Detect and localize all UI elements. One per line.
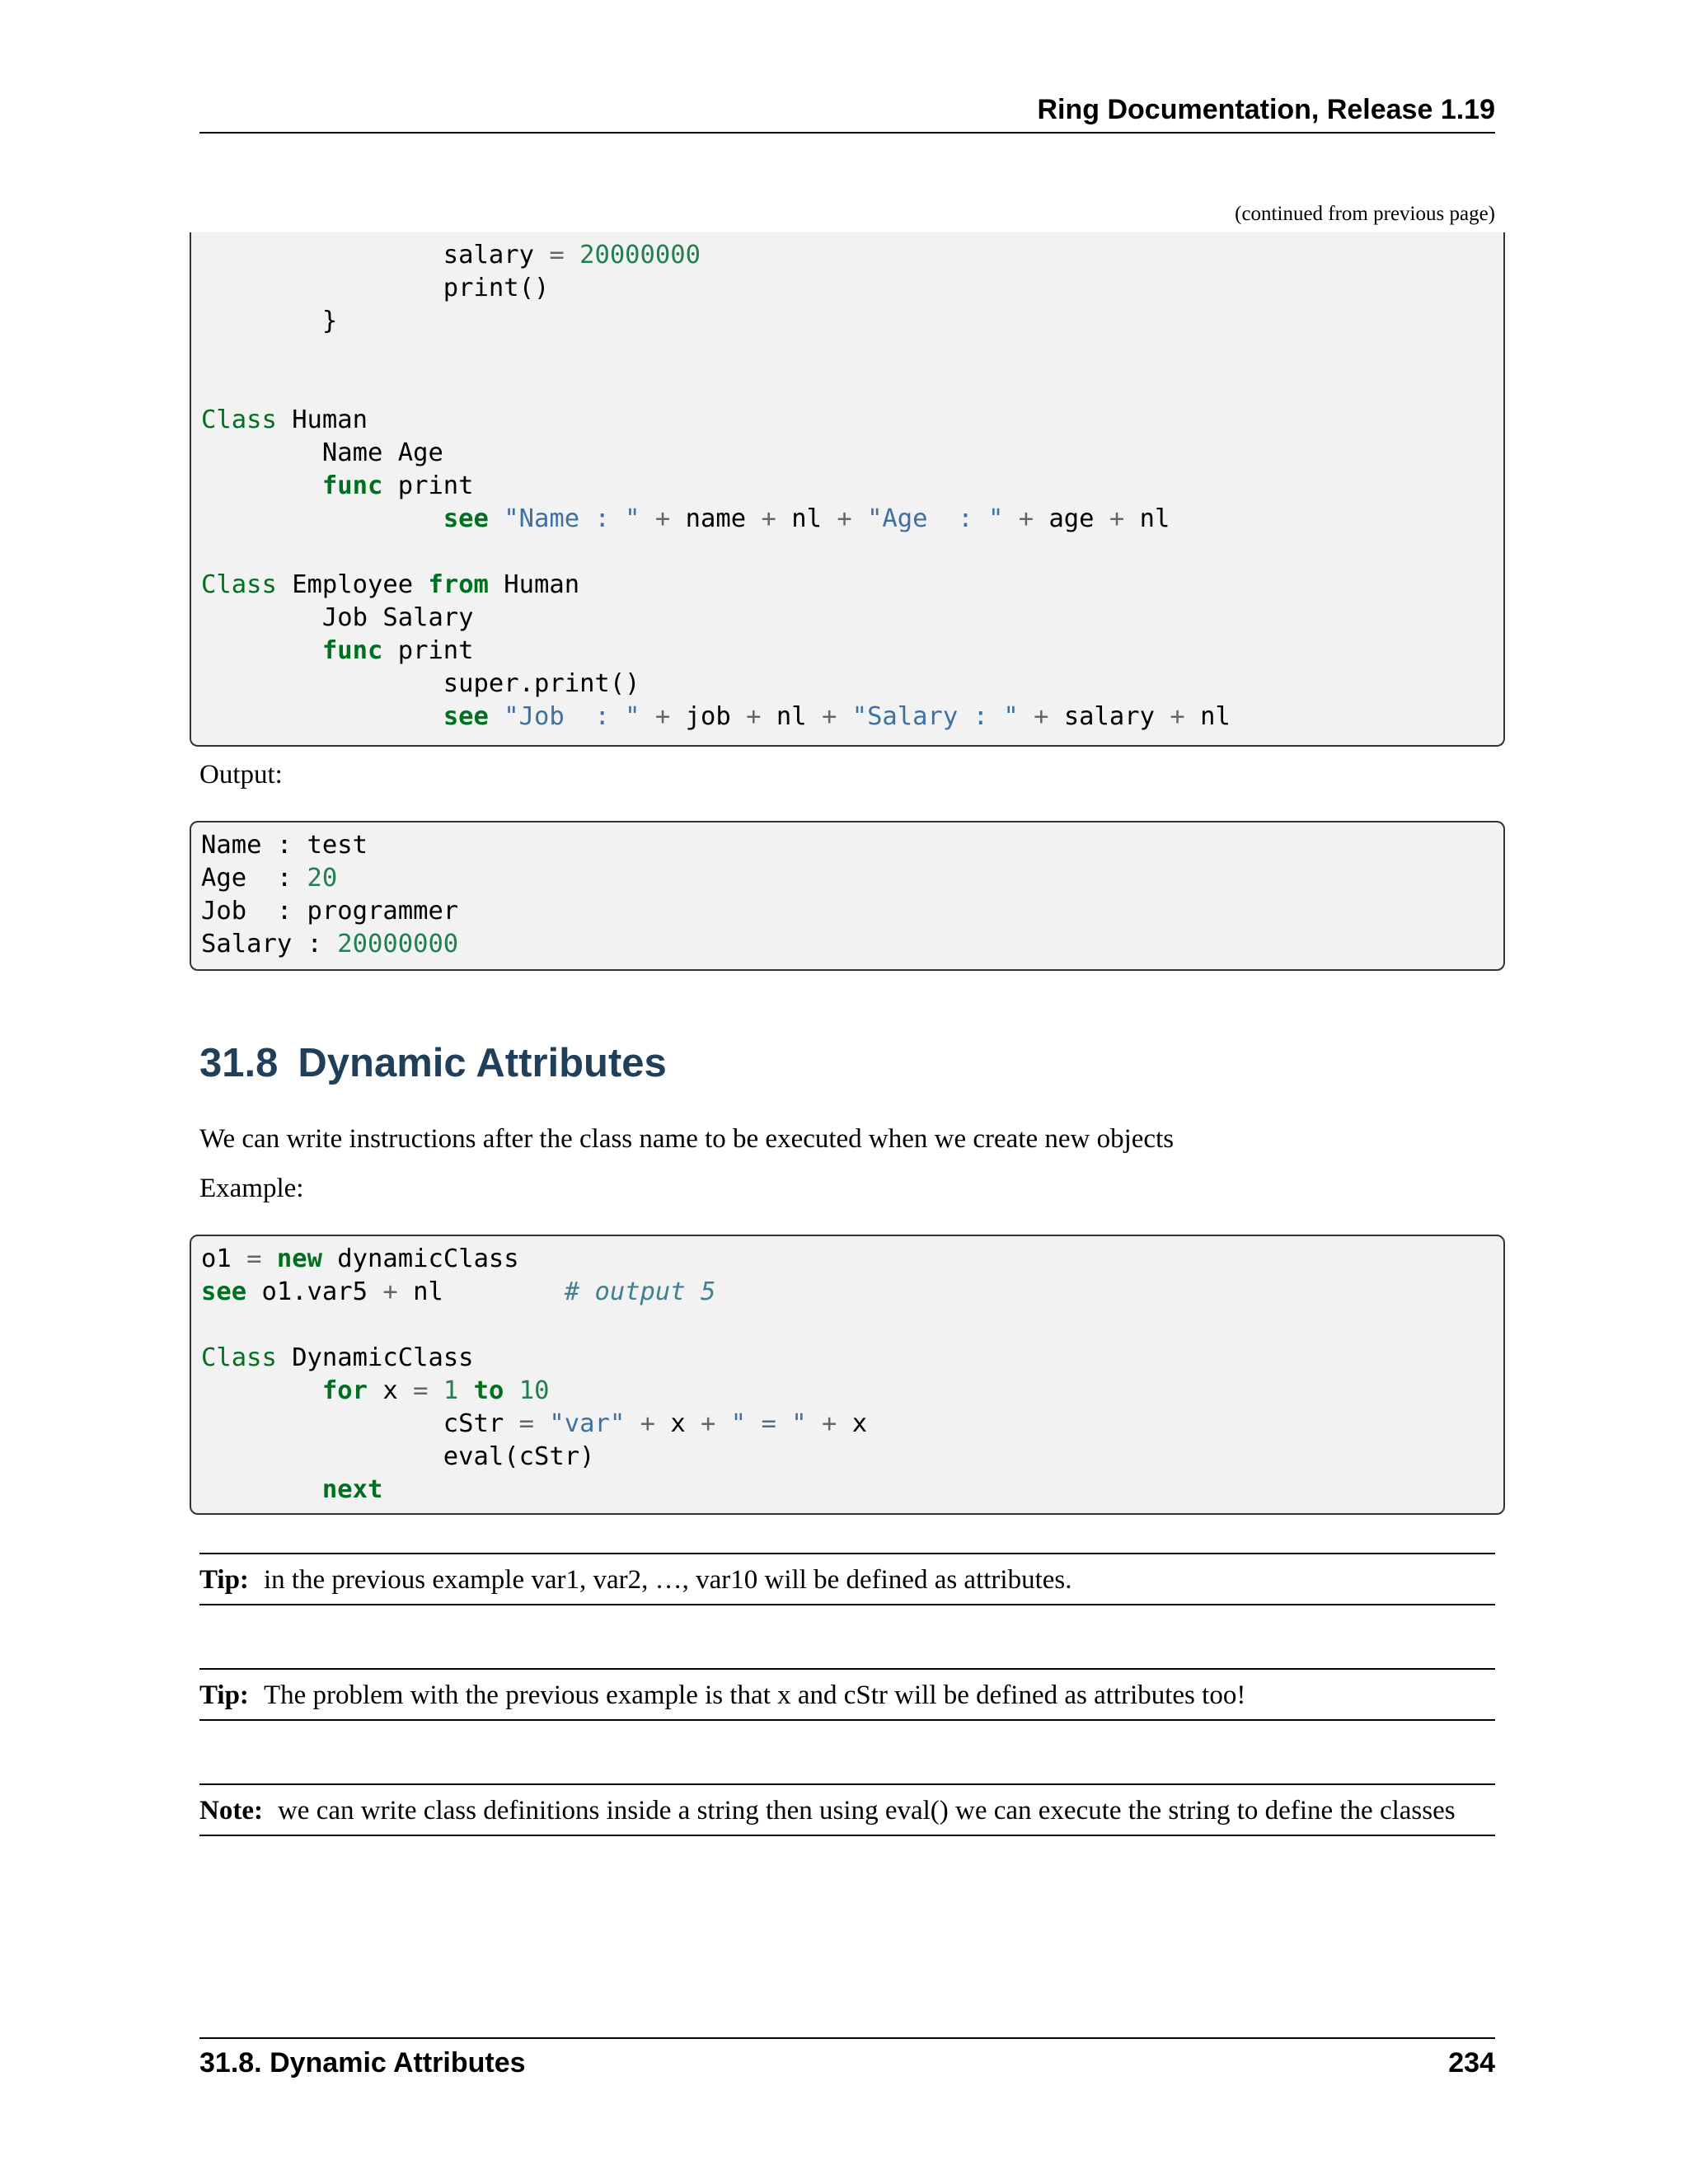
code-block-continued xyxy=(190,232,1505,747)
code-line: Age : 20 xyxy=(201,864,338,893)
code-line: Class Human xyxy=(201,405,368,434)
code-line: print() xyxy=(201,274,550,302)
code-line: Job : programmer xyxy=(201,897,459,926)
tip-label: Tip: xyxy=(199,1565,249,1595)
code-line: Class Employee from Human xyxy=(201,570,580,599)
code-line: next xyxy=(321,1475,383,1504)
tip-label: Tip: xyxy=(199,1680,249,1710)
code-line: eval(cStr) xyxy=(201,1442,595,1471)
note-text: we can write class definitions inside a string then using eval() we can execute the string to define the classes xyxy=(277,1796,1456,1825)
code-line: Name : test xyxy=(201,831,368,860)
example-label: Example: xyxy=(199,1174,304,1203)
code-line: o1 = new dynamicClass xyxy=(201,1244,519,1273)
code-line: Name Age xyxy=(201,438,443,467)
code-line: salary = 20000000 xyxy=(201,241,701,269)
section-title: Dynamic Attributes xyxy=(298,1041,667,1085)
page-header: Ring Documentation, Release 1.19 xyxy=(199,89,1495,134)
page-number: 234 xyxy=(1448,2047,1495,2079)
code-line: for x = 1 to 10 xyxy=(321,1376,550,1405)
code-line: see o1.var5 + nl # output 5 xyxy=(201,1277,716,1306)
code-example-text xyxy=(191,1236,1503,1507)
code-line: super.print() xyxy=(201,669,640,698)
code-line: func print xyxy=(321,636,474,665)
code-line: see "Job : " + job + nl + "Salary : " + salary + nl xyxy=(443,702,1231,731)
page-footer xyxy=(199,2037,1495,2082)
code-line: func print xyxy=(321,471,474,500)
code-line: Job Salary xyxy=(201,603,474,632)
section-heading xyxy=(199,1038,667,1088)
code-line: cStr = "var" + x + " = " + x xyxy=(201,1409,868,1438)
tip-box-2 xyxy=(199,1668,1495,1721)
tip-box-1 xyxy=(199,1553,1495,1605)
continued-note: (continued from previous page) xyxy=(1235,203,1495,225)
code-line: } xyxy=(201,307,338,335)
code-continued-text xyxy=(191,232,1503,733)
section-number: 31.8 xyxy=(199,1041,279,1085)
output-label: Output: xyxy=(199,760,283,790)
code-block-output xyxy=(190,821,1505,971)
note-label: Note: xyxy=(199,1796,263,1825)
footer-section: 31.8. Dynamic Attributes xyxy=(199,2047,526,2079)
code-output-text xyxy=(191,823,1503,961)
code-block-example xyxy=(190,1235,1505,1515)
code-line: Salary : 20000000 xyxy=(201,930,459,958)
intro-paragraph: We can write instructions after the class name to be executed when we create new objects xyxy=(199,1124,1175,1154)
code-line: see "Name : " + name + nl + "Age : " + age + nl xyxy=(443,504,1170,533)
tip-text: The problem with the previous example is that x and cStr will be defined as attributes too! xyxy=(263,1680,1246,1710)
tip-text: in the previous example var1, var2, …, var10 will be defined as attributes. xyxy=(263,1565,1072,1595)
note-box xyxy=(199,1783,1495,1836)
code-line: Class DynamicClass xyxy=(201,1343,474,1372)
